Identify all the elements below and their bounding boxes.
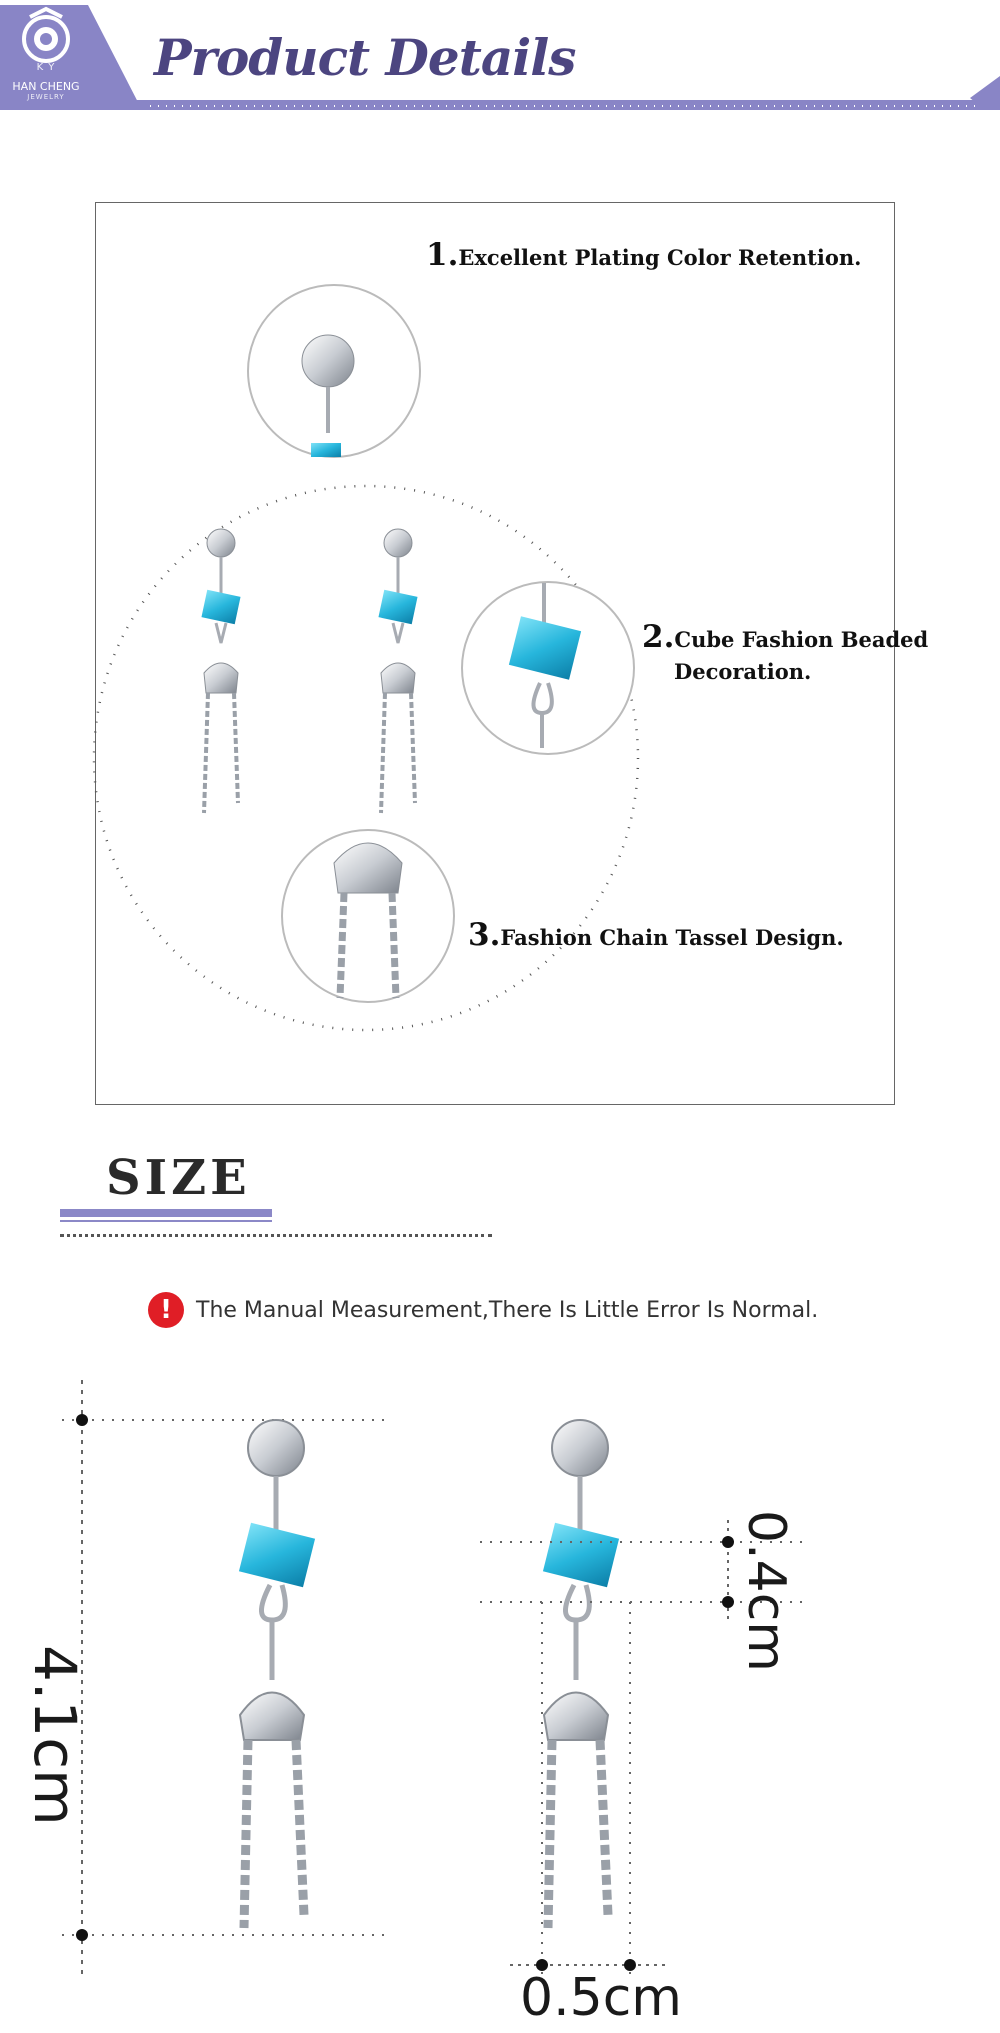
size-dotted-divider (60, 1234, 492, 1237)
feature-text: Cube Fashion Beaded (674, 627, 929, 652)
feature-bead (642, 621, 928, 688)
size-earring-right (543, 1420, 619, 1928)
notice-text: The Manual Measurement,There Is Little Error Is Normal. (196, 1297, 819, 1323)
logo-name: HAN CHENG (12, 80, 80, 93)
length-dimension-label: 4.1cm (21, 1645, 89, 1826)
size-earring-left (239, 1420, 315, 1928)
measurement-notice (148, 1292, 818, 1328)
feature-text: Excellent Plating Color Retention. (458, 245, 862, 270)
size-heading: SIZE (106, 1150, 251, 1206)
feature-text: Fashion Chain Tassel Design. (500, 925, 844, 950)
logo-subtitle: JEWELRY (27, 93, 65, 101)
feature-number: 1. (426, 237, 459, 273)
detail-circle-stud (248, 285, 420, 457)
detail-circle-bead (462, 582, 634, 754)
size-diagram (0, 1380, 1000, 1980)
alert-icon: ! (148, 1292, 184, 1328)
feature-tassel (468, 919, 844, 954)
width-dimension-label: 0.5cm (520, 1968, 682, 2028)
size-underline-thin (60, 1220, 272, 1222)
size-underline (60, 1209, 272, 1217)
feature-number: 3. (468, 917, 501, 953)
feature-plating (426, 239, 861, 274)
feature-text-line2: Decoration. (674, 659, 812, 684)
bead-dimension-label: 0.4cm (736, 1510, 796, 1672)
earring-right (378, 529, 417, 813)
logo-mark: K Y (36, 62, 56, 73)
earring-left (201, 529, 240, 813)
brand-logo (0, 0, 140, 112)
detail-circle-tassel (282, 830, 454, 1002)
page-title: Product Details (154, 28, 576, 87)
header-banner (0, 0, 1000, 120)
product-details-panel (95, 202, 929, 1105)
feature-number: 2. (642, 619, 675, 655)
